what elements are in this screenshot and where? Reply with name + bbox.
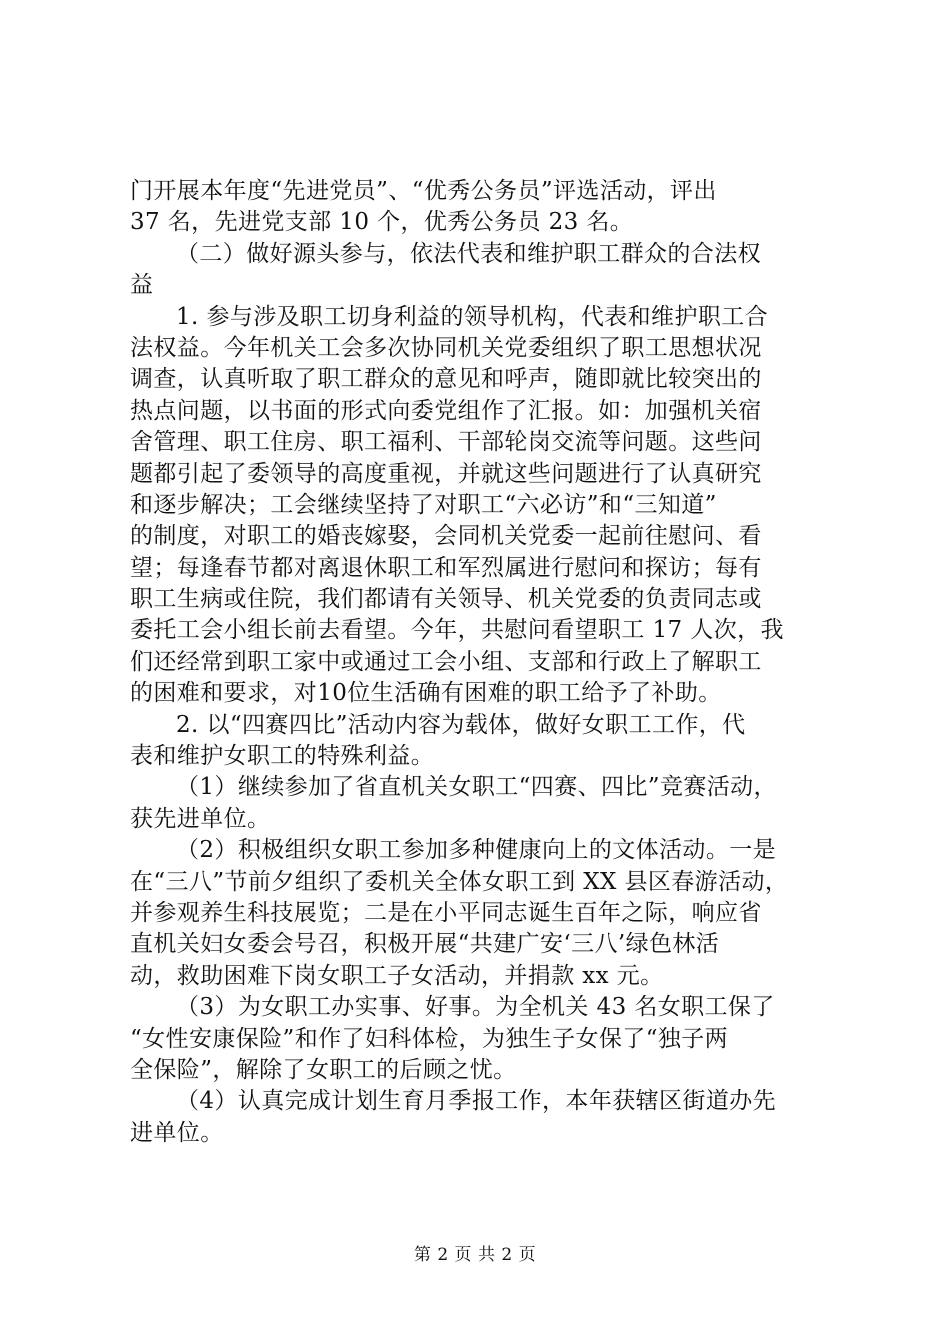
text-line: （二）做好源头参与，依法代表和维护职工群众的合法权 bbox=[176, 240, 761, 267]
document-body bbox=[130, 176, 830, 1149]
text-line: 直机关妇女委会号召，积极开展“共建广安‘三八’绿色林活 bbox=[130, 931, 720, 958]
text-line: 的制度，对职工的婚丧嫁娶，会同机关党委一起前往慰问、看 bbox=[130, 523, 762, 550]
text-line: 的困难和要求，对10位生活确有困难的职工给予了补助。 bbox=[130, 680, 722, 707]
text-line: （2）积极组织女职工参加多种健康向上的文体活动。一是 bbox=[176, 837, 777, 864]
text-line: 职工生病或住院，我们都请有关领导、机关党委的负责同志或 bbox=[130, 586, 762, 613]
text-line: 委托工会小组长前去看望。今年，共慰问看望职工 17 人次，我 bbox=[130, 617, 784, 644]
text-line: 望；每逢春节都对离退休职工和军烈属进行慰问和探访；每有 bbox=[130, 554, 762, 581]
text-line: 动，救助困难下岗女职工子女活动，并捐款 xx 元。 bbox=[130, 962, 664, 989]
text-line: 在“三八”节前夕组织了委机关全体女职工到 XX 县区春游活动， bbox=[130, 868, 789, 895]
text-line: 舍管理、职工住房、职工福利、干部轮岗交流等问题。这些问 bbox=[130, 429, 762, 456]
text-line: （3）为女职工办实事、好事。为全机关 43 名女职工保了 bbox=[176, 994, 775, 1021]
text-line: 们还经常到职工家中或通过工会小组、支部和行政上了解职工 bbox=[130, 648, 762, 675]
text-line: 并参观养生科技展览；二是在小平同志诞生百年之际，响应省 bbox=[130, 899, 762, 926]
text-line: 热点问题，以书面的形式向委党组作了汇报。如：加强机关宿 bbox=[130, 397, 762, 424]
text-line: 门开展本年度“先进党员”、“优秀公务员”评选活动，评出 bbox=[130, 178, 717, 204]
text-line: “女性安康保险”和作了妇科体检，为独生子女保了“独子两 bbox=[130, 1025, 729, 1052]
text-line: 2. 以“四赛四比”活动内容为载体，做好女职工工作，代 bbox=[176, 711, 746, 738]
text-line: 益 bbox=[130, 272, 154, 299]
text-line: 全保险”，解除了女职工的后顾之忧。 bbox=[130, 1056, 517, 1083]
text-line: 1. 参与涉及职工切身利益的领导机构，代表和维护职工合 bbox=[176, 303, 769, 330]
text-line: 进单位。 bbox=[130, 1119, 224, 1146]
text-line: 获先进单位。 bbox=[130, 805, 271, 832]
text-line: 和逐步解决；工会继续坚持了对职工“六必访”和“三知道” bbox=[130, 491, 717, 518]
text-line: 表和维护女职工的特殊利益。 bbox=[130, 743, 435, 770]
text-line: 法权益。今年机关工会多次协同机关党委组织了职工思想状况 bbox=[130, 334, 762, 361]
text-line: 37 名，先进党支部 10 个，优秀公务员 23 名。 bbox=[130, 209, 634, 236]
page-footer: 第 2 页 共 2 页 bbox=[413, 1245, 537, 1265]
text-line: （1）继续参加了省直机关女职工“四赛、四比”竞赛活动， bbox=[176, 774, 777, 801]
text-line: （4）认真完成计划生育月季报工作，本年获辖区街道办先 bbox=[176, 1088, 777, 1115]
text-line: 题都引起了委领导的高度重视，并就这些问题进行了认真研究 bbox=[130, 460, 762, 487]
text-line: 调查，认真听取了职工群众的意见和呼声，随即就比较突出的 bbox=[130, 366, 762, 393]
